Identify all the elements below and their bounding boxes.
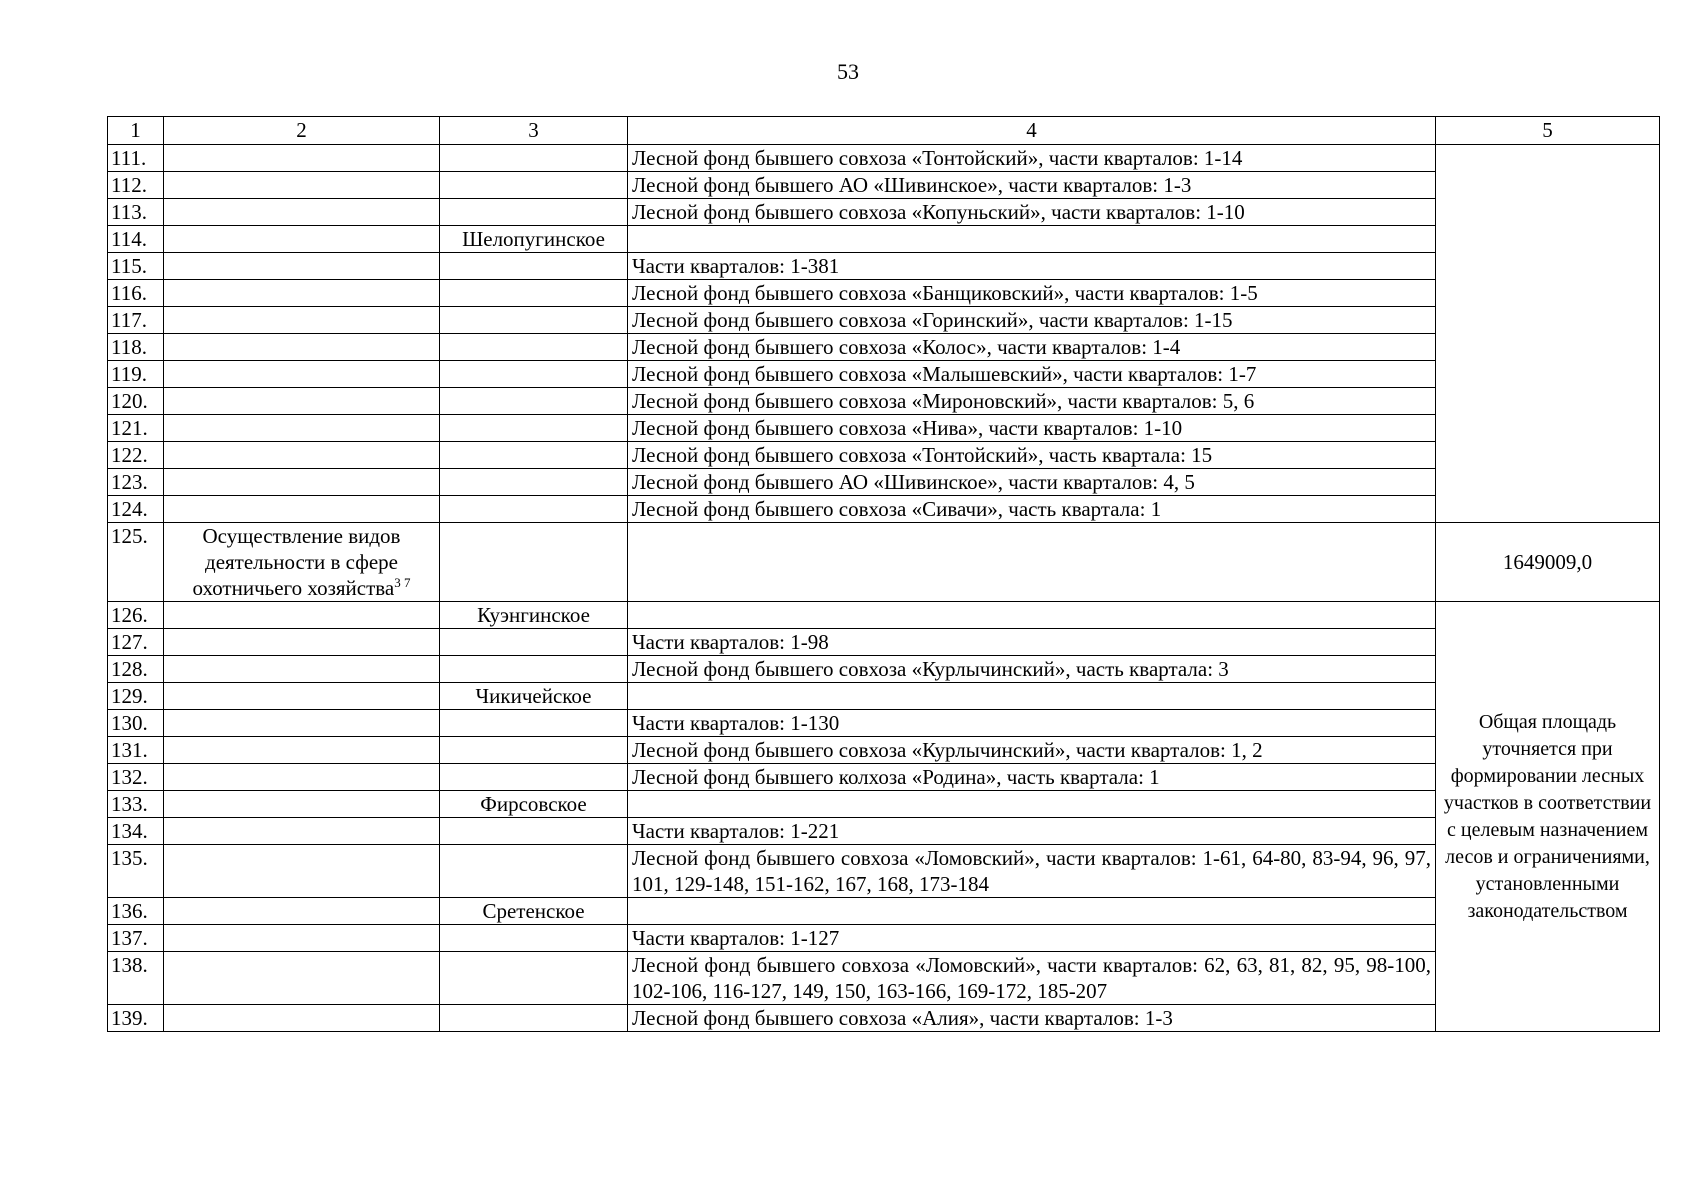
forestry-district-cell xyxy=(440,469,628,496)
row-number-cell: 138. xyxy=(108,952,164,1005)
activity-type-cell xyxy=(164,764,440,791)
activity-type-cell xyxy=(164,469,440,496)
forest-quarters-cell: Части кварталов: 1-381 xyxy=(628,253,1436,280)
forest-quarters-cell xyxy=(628,898,1436,925)
forestry-district-cell xyxy=(440,199,628,226)
forest-quarters-cell: Лесной фонд бывшего совхоза «Тонтойский», части кварталов: 1-14 xyxy=(628,145,1436,172)
forestry-district-cell xyxy=(440,415,628,442)
forestry-district-cell xyxy=(440,845,628,898)
row-number-cell: 111. xyxy=(108,145,164,172)
table-row xyxy=(108,710,1660,737)
forestry-district-cell xyxy=(440,656,628,683)
row-number-cell: 127. xyxy=(108,629,164,656)
table-row xyxy=(108,898,1660,925)
forestry-district-cell xyxy=(440,1005,628,1032)
forestry-district-cell xyxy=(440,764,628,791)
row-number-cell: 131. xyxy=(108,737,164,764)
forest-quarters-cell: Части кварталов: 1-221 xyxy=(628,818,1436,845)
activity-type-cell xyxy=(164,145,440,172)
forestry-district-cell xyxy=(440,925,628,952)
activity-type-cell xyxy=(164,656,440,683)
forestry-district-cell: Куэнгинское xyxy=(440,602,628,629)
activity-type-cell xyxy=(164,280,440,307)
activity-type-cell xyxy=(164,845,440,898)
activity-type-cell xyxy=(164,818,440,845)
forestry-district-cell xyxy=(440,388,628,415)
forest-quarters-cell: Лесной фонд бывшего совхоза «Колос», части кварталов: 1-4 xyxy=(628,334,1436,361)
activity-type-cell xyxy=(164,683,440,710)
table-row xyxy=(108,845,1660,898)
activity-type-cell xyxy=(164,307,440,334)
table-row xyxy=(108,469,1660,496)
row-number-cell: 117. xyxy=(108,307,164,334)
table-row xyxy=(108,361,1660,388)
table-row xyxy=(108,1005,1660,1032)
activity-type-cell xyxy=(164,523,440,602)
activity-type-cell xyxy=(164,710,440,737)
row-number-cell: 129. xyxy=(108,683,164,710)
table-header-row xyxy=(108,117,1660,145)
table-row xyxy=(108,737,1660,764)
forestry-district-cell xyxy=(440,442,628,469)
table-row xyxy=(108,629,1660,656)
row-number-cell: 126. xyxy=(108,602,164,629)
activity-type-cell xyxy=(164,602,440,629)
forestry-district-cell: Фирсовское xyxy=(440,791,628,818)
row-number-cell: 115. xyxy=(108,253,164,280)
row-number-cell: 124. xyxy=(108,496,164,523)
forest-quarters-cell: Части кварталов: 1-127 xyxy=(628,925,1436,952)
row-number-cell: 128. xyxy=(108,656,164,683)
forestry-district-cell xyxy=(440,334,628,361)
activity-type-cell xyxy=(164,415,440,442)
table-row xyxy=(108,199,1660,226)
forest-quarters-cell: Лесной фонд бывшего колхоза «Родина», часть квартала: 1 xyxy=(628,764,1436,791)
forest-quarters-cell: Лесной фонд бывшего совхоза «Банщиковский», части кварталов: 1-5 xyxy=(628,280,1436,307)
forest-quarters-cell: Лесной фонд бывшего совхоза «Тонтойский», часть квартала: 15 xyxy=(628,442,1436,469)
forestry-district-cell xyxy=(440,737,628,764)
forest-quarters-cell: Лесной фонд бывшего совхоза «Алия», части кварталов: 1-3 xyxy=(628,1005,1436,1032)
page-number: 53 xyxy=(837,59,859,84)
forestry-district-cell xyxy=(440,361,628,388)
row-number-cell: 113. xyxy=(108,199,164,226)
row-number-cell: 135. xyxy=(108,845,164,898)
table-row xyxy=(108,307,1660,334)
activity-type-cell xyxy=(164,496,440,523)
activity-type-cell xyxy=(164,172,440,199)
row-number-cell: 122. xyxy=(108,442,164,469)
forest-quarters-cell: Части кварталов: 1-98 xyxy=(628,629,1436,656)
forest-quarters-cell: Лесной фонд бывшего совхоза «Ломовский», части кварталов: 1-61, 64-80, 83-94, 96, 97, 101, 129-148, 151-162, 167, 168, 173-184 xyxy=(628,845,1436,898)
forest-quarters-cell: Лесной фонд бывшего совхоза «Мироновский», части кварталов: 5, 6 xyxy=(628,388,1436,415)
row-number-cell: 118. xyxy=(108,334,164,361)
header-cell-col2: 2 xyxy=(164,117,440,145)
row-number-cell: 116. xyxy=(108,280,164,307)
row-number-cell: 114. xyxy=(108,226,164,253)
forestry-district-cell xyxy=(440,952,628,1005)
forest-fund-table xyxy=(107,116,1660,1032)
table-row xyxy=(108,952,1660,1005)
table-row xyxy=(108,334,1660,361)
row-number-cell: 119. xyxy=(108,361,164,388)
table-row xyxy=(108,602,1660,629)
row-number-cell: 132. xyxy=(108,764,164,791)
forestry-district-cell xyxy=(440,145,628,172)
forestry-district-cell xyxy=(440,710,628,737)
area-note-cell: Общая площадь уточняется при формировании лесных участков в соответствии с целевым назначением лесов и ограничениями, установленными законодательством xyxy=(1436,602,1660,1032)
activity-type-cell xyxy=(164,925,440,952)
table-row xyxy=(108,683,1660,710)
activity-type-cell xyxy=(164,791,440,818)
header-cell-col3: 3 xyxy=(440,117,628,145)
area-cell-empty xyxy=(1436,145,1660,523)
table-row xyxy=(108,226,1660,253)
forestry-district-cell xyxy=(440,523,628,602)
activity-type-cell xyxy=(164,361,440,388)
forestry-district-cell: Чикичейское xyxy=(440,683,628,710)
forest-quarters-cell xyxy=(628,226,1436,253)
forestry-district-cell xyxy=(440,496,628,523)
table-row xyxy=(108,253,1660,280)
activity-type-text: Осуществление видов деятельности в сфере охотничьего хозяйства xyxy=(192,524,401,600)
forestry-district-cell xyxy=(440,280,628,307)
table-row xyxy=(108,172,1660,199)
activity-type-cell xyxy=(164,253,440,280)
activity-type-cell xyxy=(164,334,440,361)
forest-quarters-cell xyxy=(628,523,1436,602)
row-number-cell: 120. xyxy=(108,388,164,415)
forestry-district-cell: Шелопугинское xyxy=(440,226,628,253)
table-body xyxy=(108,117,1660,1032)
forest-quarters-cell: Лесной фонд бывшего совхоза «Малышевский», части кварталов: 1-7 xyxy=(628,361,1436,388)
table-row xyxy=(108,415,1660,442)
forest-quarters-cell: Лесной фонд бывшего совхоза «Сивачи», часть квартала: 1 xyxy=(628,496,1436,523)
forestry-district-cell xyxy=(440,629,628,656)
activity-type-cell xyxy=(164,442,440,469)
table-row xyxy=(108,496,1660,523)
activity-type-cell xyxy=(164,199,440,226)
forestry-district-cell xyxy=(440,172,628,199)
table-row xyxy=(108,764,1660,791)
row-number-cell: 136. xyxy=(108,898,164,925)
table-row xyxy=(108,388,1660,415)
forestry-district-cell xyxy=(440,818,628,845)
forest-quarters-cell: Лесной фонд бывшего совхоза «Горинский», части кварталов: 1-15 xyxy=(628,307,1436,334)
forest-quarters-cell xyxy=(628,791,1436,818)
table-row xyxy=(108,442,1660,469)
table-row xyxy=(108,145,1660,172)
forest-quarters-cell: Лесной фонд бывшего совхоза «Ломовский», части кварталов: 62, 63, 81, 82, 95, 98-100, 102-106, 116-127, 149, 150, 163-166, 169-172, 185-207 xyxy=(628,952,1436,1005)
row-number-cell: 137. xyxy=(108,925,164,952)
table-row xyxy=(108,656,1660,683)
forest-quarters-cell xyxy=(628,683,1436,710)
table-row xyxy=(108,925,1660,952)
table-row xyxy=(108,791,1660,818)
row-number-cell: 134. xyxy=(108,818,164,845)
forest-quarters-cell: Лесной фонд бывшего АО «Шивинское», части кварталов: 1-3 xyxy=(628,172,1436,199)
activity-type-cell xyxy=(164,629,440,656)
header-cell-col4: 4 xyxy=(628,117,1436,145)
activity-type-cell xyxy=(164,388,440,415)
row-number-cell: 123. xyxy=(108,469,164,496)
activity-type-cell xyxy=(164,898,440,925)
area-value-cell: 1649009,0 xyxy=(1436,523,1660,602)
forest-quarters-cell: Лесной фонд бывшего совхоза «Курлычинский», части кварталов: 1, 2 xyxy=(628,737,1436,764)
header-cell-col1: 1 xyxy=(108,117,164,145)
forest-quarters-cell: Части кварталов: 1-130 xyxy=(628,710,1436,737)
forestry-district-cell xyxy=(440,307,628,334)
forest-quarters-cell: Лесной фонд бывшего совхоза «Курлычинский», часть квартала: 3 xyxy=(628,656,1436,683)
activity-type-cell xyxy=(164,226,440,253)
row-number-cell: 112. xyxy=(108,172,164,199)
footnote-ref: 3 7 xyxy=(394,575,411,590)
activity-type-cell xyxy=(164,737,440,764)
header-cell-col5: 5 xyxy=(1436,117,1660,145)
table-row xyxy=(108,818,1660,845)
row-number-cell: 133. xyxy=(108,791,164,818)
forest-quarters-cell: Лесной фонд бывшего совхоза «Нива», части кварталов: 1-10 xyxy=(628,415,1436,442)
table-row xyxy=(108,280,1660,307)
table-row xyxy=(108,523,1660,602)
row-number-cell: 121. xyxy=(108,415,164,442)
activity-type-cell xyxy=(164,952,440,1005)
forestry-district-cell xyxy=(440,253,628,280)
row-number-cell: 139. xyxy=(108,1005,164,1032)
forest-quarters-cell: Лесной фонд бывшего совхоза «Копуньский», части кварталов: 1-10 xyxy=(628,199,1436,226)
activity-type-cell xyxy=(164,1005,440,1032)
forest-quarters-cell xyxy=(628,602,1436,629)
forest-quarters-cell: Лесной фонд бывшего АО «Шивинское», части кварталов: 4, 5 xyxy=(628,469,1436,496)
row-number-cell: 130. xyxy=(108,710,164,737)
row-number-cell: 125. xyxy=(108,523,164,602)
forestry-district-cell: Сретенское xyxy=(440,898,628,925)
